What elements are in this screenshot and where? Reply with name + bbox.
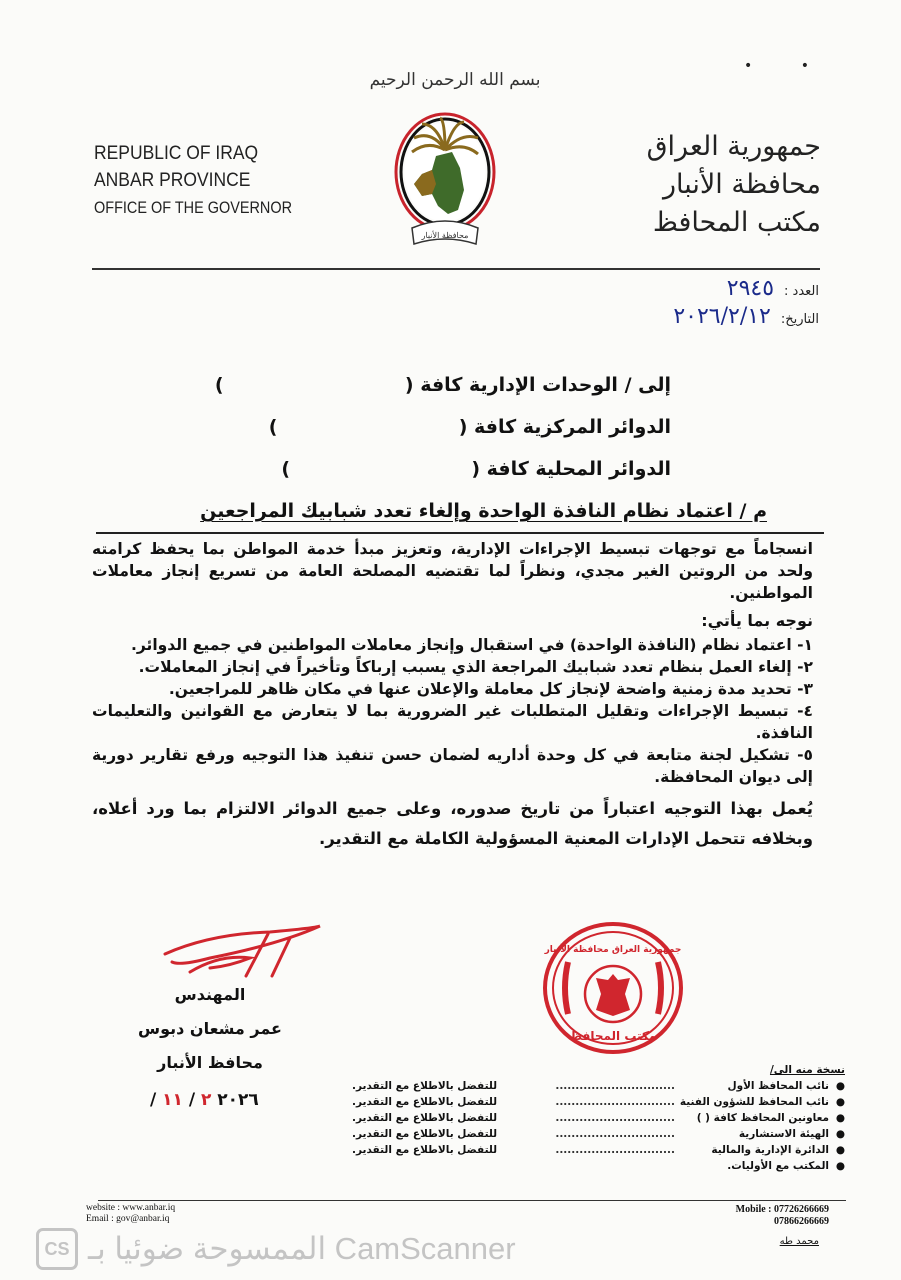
recipient-close: ) [281,458,290,480]
number-row [673,276,819,304]
copy-item [352,1126,845,1142]
handwritten-signature [150,918,330,978]
stamp-bottom-text: مكتب المحافظ [569,1029,657,1043]
signatory-position: محافظ الأنبار [157,1053,263,1072]
bullet-icon: ● [835,1096,845,1108]
signature-date-month: ٢ [200,1090,212,1110]
date-value: ٢٠٢٦/٢/١٢ [673,304,771,329]
letter-body [92,538,813,854]
directive-heading: نوجه بما يأتي: [701,611,813,630]
copy-note: للتفضل بالاطلاع مع التقدير. [352,1096,498,1108]
date-separator: / [188,1090,196,1110]
watermark-text: الممسوحة ضوئيا بـ CamScanner [88,1231,516,1266]
reference-block [673,276,819,332]
english-letterhead [94,140,327,221]
copies-to-block [352,1062,845,1174]
copy-item [352,1158,845,1174]
directive-item: ١- اعتماد نظام (النافذة الواحدة) في استقبال وإنجاز معاملات المواطنين في جميع الدوائر. [131,636,813,654]
date-row [673,304,819,332]
scan-dots: • • [744,58,831,74]
dot-leader: .............................. [555,1128,675,1140]
typist-initials: محمد طه [779,1236,819,1247]
dot-leader: .............................. [555,1080,675,1092]
copy-item [352,1078,845,1094]
subject-divider [96,532,824,534]
copy-recipient: الدائرة الإدارية والمالية [711,1144,829,1156]
copy-note: للتفضل بالاطلاع مع التقدير. [352,1080,498,1092]
dot-leader: .............................. [555,1144,675,1156]
signatory-title: المهندس [174,985,246,1004]
header-divider [92,268,820,270]
arabic-letterhead [647,128,821,242]
subject-line: م / اعتماد نظام النافذة الواحدة وإلغاء تعدد شبابيك المراجعين [200,500,767,522]
footer-contact-web [86,1203,175,1225]
english-letterhead-line: REPUBLIC OF IRAQ [94,143,259,164]
signature-date [150,1090,310,1110]
stamp-top-text: جمهورية العراق محافظة الأنبار [544,945,682,955]
directive-item: ٥- تشكيل لجنة متابعة في كل وحدة أداريه لضمان حسن تنفيذ هذا التوجيه ورفع تقارير دورية إلى ديوان المحافظة. [92,746,813,786]
copy-item [352,1110,845,1126]
bullet-icon: ● [835,1112,845,1124]
footer-mobile-2: 07866266669 [774,1216,829,1227]
copy-note: للتفضل بالاطلاع مع التقدير. [352,1112,498,1124]
recipient-close: ) [214,374,224,396]
copy-item [352,1094,845,1110]
directive-list [92,634,813,788]
copy-note: للتفضل بالاطلاع مع التقدير. [352,1144,498,1156]
camscanner-logo-icon: CS [36,1228,78,1270]
bullet-icon: ● [835,1080,845,1092]
recipients-block [215,364,671,490]
signatory-block [110,978,310,1080]
directive-item: ٣- تحديد مدة زمنية واضحة لإنجاز كل معاملة والإعلان عنها في مكان ظاهر للمراجعين. [168,680,813,698]
signature-date-year: / ٢٠٢٦ [150,1090,259,1110]
recipient-line [215,364,671,406]
basmala: بسم الله الرحمن الرحيم [369,70,541,90]
arabic-letterhead-line: مكتب المحافظ [652,207,821,238]
directive-item: ٢- إلغاء العمل بنظام تعدد شبابيك المراجعة الذي يسبب إرباكاً وتأخيراً في إنجاز المعاملات. [138,658,813,676]
copy-recipient: نائب المحافظ للشؤون الفنية [679,1096,829,1108]
date-label: التاريخ: [780,312,819,327]
closing-paragraph: يُعمل بهذا التوجيه اعتباراً من تاريخ صدوره، وعلى جميع الدوائر الالتزام بما ورد أعلاه، وبخلافه تتحمل الإدارات المعنية المسؤولية الكاملة مع التقدير. [92,799,813,848]
arabic-letterhead-line: محافظة الأنبار [662,169,821,200]
copy-recipient: الهيئة الاستشارية [738,1128,829,1140]
number-label: العدد : [784,284,819,299]
bullet-icon: ● [835,1160,845,1172]
recipient-text: الدوائر المركزية كافة ( [458,416,671,438]
intro-paragraph: انسجاماً مع توجهات تبسيط الإجراءات الإدارية، وتعزيز مبدأ خدمة المواطن بما يحفظ كرامته ولحد من الروتين الغير مجدي، ونظراً لما تقتضيه المصلحة العامة من تسريع إنجاز معاملات المواطنين. [92,540,813,602]
english-letterhead-line: OFFICE OF THE GOVERNOR [94,198,293,217]
recipient-text: إلى / الوحدات الإدارية كافة ( [404,374,671,396]
eagle-icon [596,974,630,1016]
recipient-text: الدوائر المحلية كافة ( [471,458,671,480]
anbar-province-emblem [392,110,498,258]
bullet-icon: ● [835,1144,845,1156]
footer-mobile-1: Mobile : 07726266669 [735,1204,829,1215]
copy-note: للتفضل بالاطلاع مع التقدير. [352,1128,498,1140]
copy-recipient: نائب المحافظ الأول [727,1080,829,1092]
copy-item [352,1142,845,1158]
number-value: ٢٩٤٥ [726,276,775,301]
signature-date-day: ١١ [162,1090,183,1110]
recipient-close: ) [268,416,278,438]
dot-leader: .............................. [555,1112,675,1124]
english-letterhead-line: ANBAR PROVINCE [94,170,251,191]
copy-recipient: المكتب مع الأوليات. [727,1160,829,1172]
footer-contact-phone [736,1204,829,1228]
governor-office-stamp [540,918,686,1058]
arabic-letterhead-line: جمهورية العراق [646,131,821,162]
copies-title: نسخة منه الى/ [769,1064,845,1076]
emblem-caption: محافظة الأنبار [421,231,469,240]
footer-website[interactable]: website : www.anbar.iq [86,1203,176,1213]
recipient-line [215,406,671,448]
copies-list [352,1078,845,1174]
directive-item: ٤- تبسيط الإجراءات وتقليل المتطلبات غير الضرورية بما لا يتعارض مع القوانين والتعليمات النافذة. [92,702,813,742]
dot-leader: .............................. [555,1096,675,1108]
footer-divider [98,1200,846,1201]
signatory-name: عمر مشعان دبوس [138,1019,282,1038]
recipient-line [215,448,671,490]
copy-recipient: معاونين المحافظ كافة ( ) [696,1112,829,1124]
bullet-icon: ● [835,1128,845,1140]
footer-email[interactable]: Email : gov@anbar.iq [86,1214,170,1224]
camscanner-watermark [36,1228,516,1270]
